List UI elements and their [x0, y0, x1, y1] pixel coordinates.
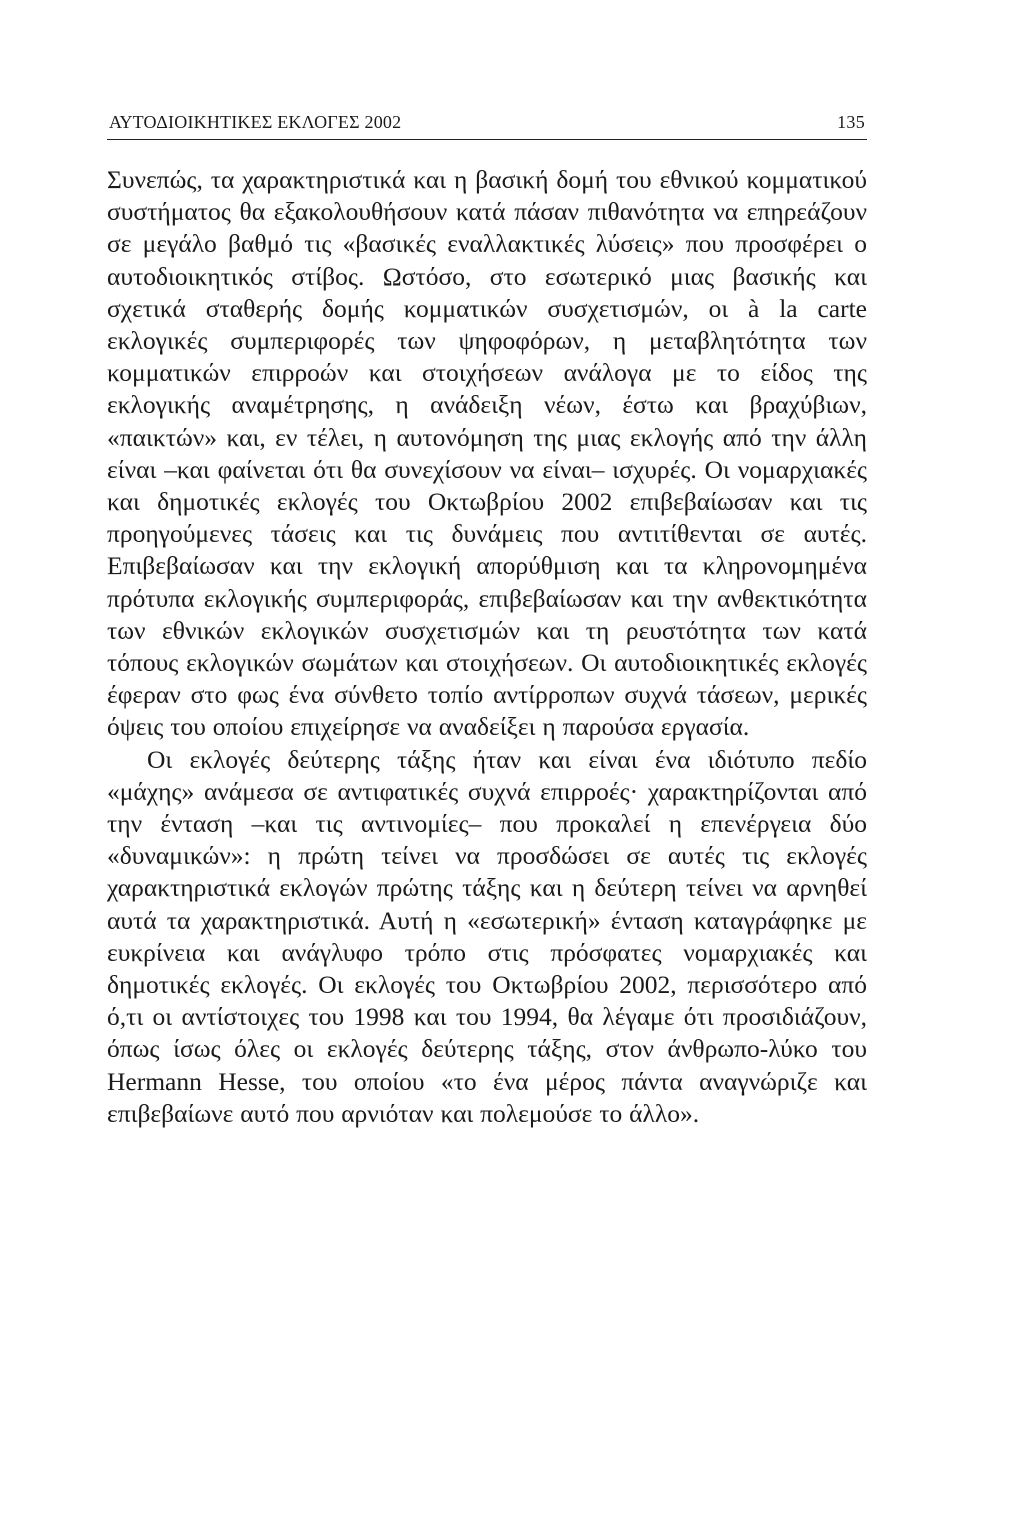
paragraph-conclusions: Συνεπώς, τα χαρακτηριστικά και η βασική δομή του εθνικού κομματικού συστήματος θα εξακολουθήσουν κατά πάσαν πιθανότητα να επηρεάζουν σε μεγάλο βαθμό τις «βασικές εναλλακτικές λύσεις» που προσφέρει ο αυτοδιοικητικός στίβος. Ωστόσο, στο εσωτερικό μιας βασικής και σχετικά σταθερής δομής κομματικών συσχετισμών, οι à la carte εκλογικές συμπεριφορές των ψηφοφόρων, η μεταβλητότητα των κομματικών επιρροών και στοιχήσεων ανάλογα με το είδος της εκλογικής αναμέτρησης, η ανάδειξη νέων, έστω και βραχύβιων, «παικτών» και, εν τέλει, η αυτονόμηση της μιας εκλογής από την άλλη είναι –και φαίνεται ότι θα συνεχίσουν να είναι– ισχυρές. Οι νομαρχιακές και δημοτικές εκλογές του Οκτωβρίου 2002 επιβεβαίωσαν και τις προηγούμενες τάσεις και τις δυνάμεις που αντιτίθενται σε αυτές. Επιβεβαίωσαν και την εκλογική απορύθμιση και τα κληρονομημένα πρότυπα εκλογικής συμπεριφοράς, επιβεβαίωσαν και την ανθεκτικότητα των εθνικών εκλογικών συσχετισμών και τη ρευστότητα των κατά τόπους εκλογικών σωμάτων και στοιχήσεων. Οι αυτοδιοικητικές εκλογές έφεραν στο φως ένα σύνθετο τοπίο αντίρροπων συχνά τάσεων, μερικές όψεις του οποίου επιχείρησε να αναδείξει η παρούσα εργασία.: [107, 165, 867, 742]
book-page: [107, 112, 867, 1130]
paragraph-second-order-elections: Οι εκλογές δεύτερης τάξης ήταν και είναι ένα ιδιότυπο πεδίο «μάχης» ανάμεσα σε αντιφατικές συχνά επιρροές· χαρακτηρίζονται από την ένταση –και τις αντινομίες– που προκαλεί η επενέργεια δύο «δυναμικών»: η πρώτη τείνει να προσδώσει σε αυτές τις εκλογές χαρακτηριστικά εκλογών πρώτης τάξης και η δεύτερη τείνει να αρνηθεί αυτά τα χαρακτηριστικά. Αυτή η «εσωτερική» ένταση καταγράφηκε με ευκρίνεια και ανάγλυφο τρόπο στις πρόσφατες νομαρχιακές και δημοτικές εκλογές. Οι εκλογές του Οκτωβρίου 2002, περισσότερο από ό,τι οι αντίστοιχες του 1998 και του 1994, θα λέγαμε ότι προσιδιάζουν, όπως ίσως όλες οι εκλογές δεύτερης τάξης, στον άνθρωπο-λύκο του Hermann Hesse, του οποίου «το ένα μέρος πάντα αναγνώριζε και επιβεβαίωνε αυτό που αρνιόταν και πολεμούσε το άλλο».: [107, 744, 867, 1128]
body-text: [107, 164, 867, 1130]
page-number: 135: [837, 112, 865, 132]
running-header: [107, 112, 867, 140]
running-title: ΑΥΤΟΔΙΟΙΚΗΤΙΚΕΣ ΕΚΛΟΓΕΣ 2002: [109, 112, 402, 132]
